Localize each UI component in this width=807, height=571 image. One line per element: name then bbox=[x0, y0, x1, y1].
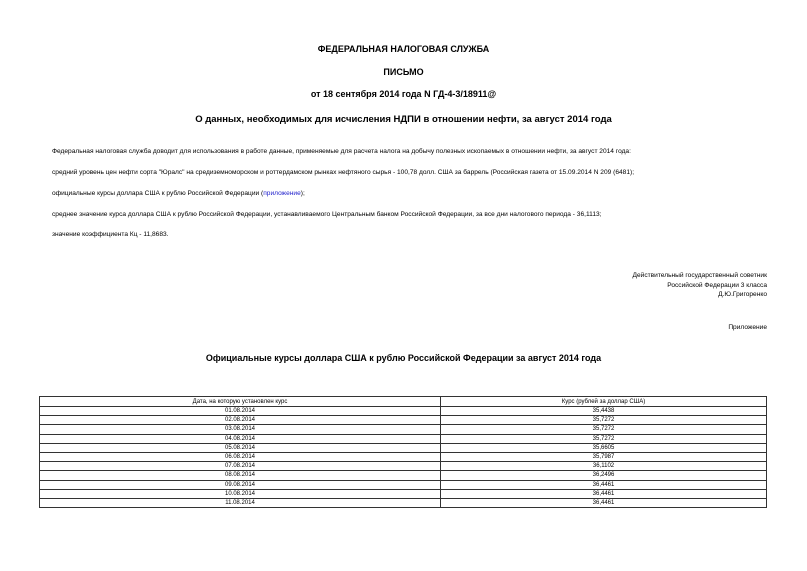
table-row bbox=[40, 416, 767, 425]
table-row bbox=[40, 480, 767, 489]
rate-cell: 35,7272 bbox=[441, 434, 767, 443]
signature-class: Российской Федерации 3 класса bbox=[667, 281, 767, 289]
rates-text-end: ); bbox=[300, 190, 305, 197]
signature-name: Д.Ю.Григоренко bbox=[718, 291, 767, 298]
table-row bbox=[40, 434, 767, 443]
rates-paragraph bbox=[52, 190, 305, 197]
date-cell: 05.08.2014 bbox=[40, 443, 441, 452]
table-row bbox=[40, 443, 767, 452]
attachment-label: Приложение bbox=[728, 324, 767, 331]
average-rate-paragraph: среднее значение курса доллара США к рублю Российской Федерации, устанавливаемого Центральным банком Российской Федерации, за все дни налогового периода - 36,1113; bbox=[52, 211, 602, 218]
date-cell: 09.08.2014 bbox=[40, 480, 441, 489]
table-row bbox=[40, 498, 767, 507]
rate-cell: 35,7272 bbox=[441, 416, 767, 425]
document-reference: от 18 сентября 2014 года N ГД-4-3/18911@ bbox=[310, 89, 497, 99]
date-cell: 01.08.2014 bbox=[40, 407, 441, 416]
table-header-row bbox=[40, 397, 767, 407]
rate-cell: 35,4438 bbox=[441, 407, 767, 416]
table-row bbox=[40, 462, 767, 471]
date-cell: 08.08.2014 bbox=[40, 471, 441, 480]
intro-paragraph: Федеральная налоговая служба доводит для использования в работе данные, применяемые для расчета налога на добычу полезных ископаемых в отношении нефти, за август 2014 года: bbox=[52, 148, 631, 155]
table-row bbox=[40, 471, 767, 480]
rate-cell: 35,6605 bbox=[441, 443, 767, 452]
signature-block bbox=[633, 271, 767, 300]
exchange-rates-table bbox=[39, 396, 767, 508]
rate-cell: 36,2496 bbox=[441, 471, 767, 480]
document-subject: О данных, необходимых для исчисления НДПИ в отношении нефти, за август 2014 года bbox=[195, 114, 612, 125]
rate-cell: 36,4461 bbox=[441, 498, 767, 507]
rate-cell: 35,7987 bbox=[441, 452, 767, 461]
date-cell: 11.08.2014 bbox=[40, 498, 441, 507]
table-row bbox=[40, 425, 767, 434]
document-type: ПИСЬМО bbox=[383, 67, 424, 77]
table-body bbox=[40, 407, 767, 508]
coefficient-paragraph: значение коэффициента Кц - 11,8683. bbox=[52, 231, 169, 238]
agency-title: ФЕДЕРАЛЬНАЯ НАЛОГОВАЯ СЛУЖБА bbox=[317, 44, 490, 54]
header-date: Дата, на которую установлен курс bbox=[40, 397, 441, 407]
date-cell: 03.08.2014 bbox=[40, 425, 441, 434]
date-cell: 10.08.2014 bbox=[40, 489, 441, 498]
rates-text: официальные курсы доллара США к рублю Российской Федерации ( bbox=[52, 190, 264, 197]
table-title: Официальные курсы доллара США к рублю Российской Федерации за август 2014 года bbox=[205, 353, 602, 363]
header-rate: Курс (рублей за доллар США) bbox=[441, 397, 767, 407]
rate-cell: 35,7272 bbox=[441, 425, 767, 434]
signature-rank: Действительный государственный советник bbox=[632, 272, 767, 279]
rate-cell: 36,4461 bbox=[441, 480, 767, 489]
attachment-link[interactable]: приложение bbox=[263, 190, 301, 197]
table-row bbox=[40, 407, 767, 416]
urals-price-paragraph: средний уровень цен нефти сорта "Юралс" на средиземноморском и роттердамском рынках нефтяного сырья - 100,78 долл. США за баррель (Российская газета от 15.09.2014 N 209 (6481); bbox=[52, 169, 635, 176]
rate-cell: 36,1102 bbox=[441, 462, 767, 471]
table-row bbox=[40, 489, 767, 498]
date-cell: 04.08.2014 bbox=[40, 434, 441, 443]
date-cell: 07.08.2014 bbox=[40, 462, 441, 471]
date-cell: 06.08.2014 bbox=[40, 452, 441, 461]
rate-cell: 36,4461 bbox=[441, 489, 767, 498]
date-cell: 02.08.2014 bbox=[40, 416, 441, 425]
table-row bbox=[40, 452, 767, 461]
